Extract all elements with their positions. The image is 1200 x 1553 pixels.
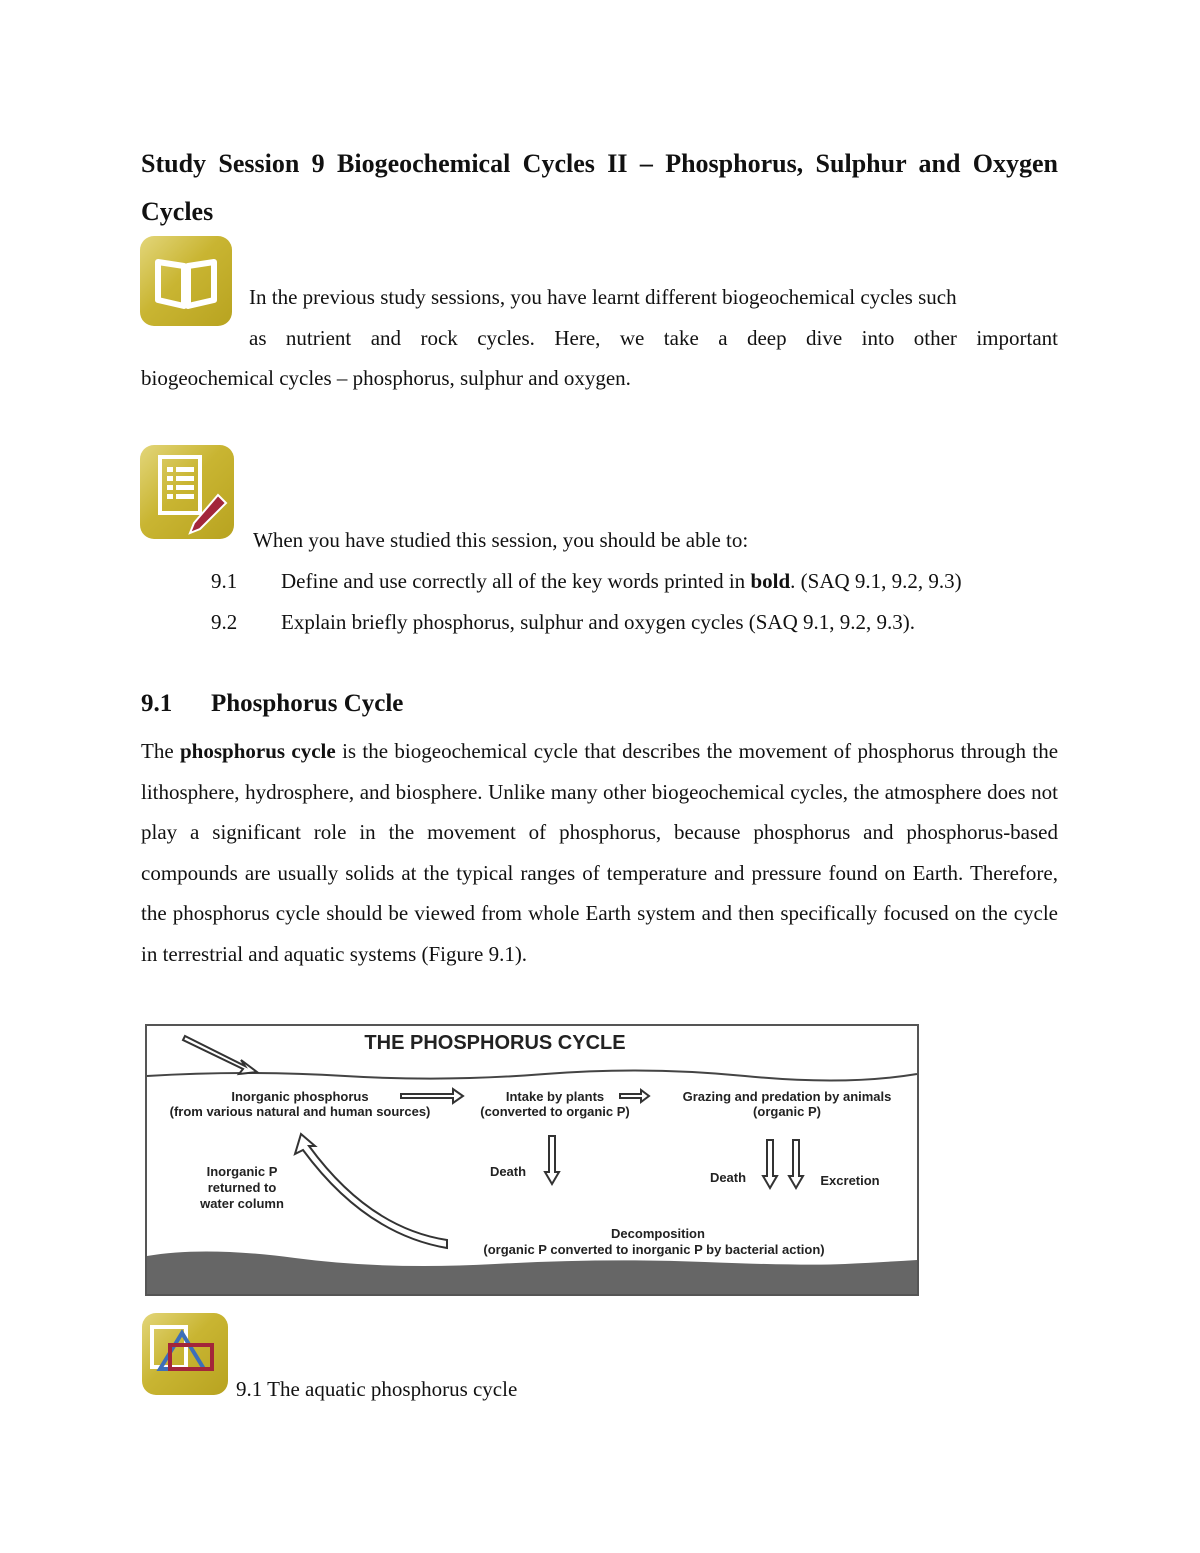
label-decomposition: Decomposition <box>611 1226 705 1241</box>
label-intake-sub: (converted to organic P) <box>480 1104 630 1119</box>
section-title: Phosphorus Cycle <box>211 690 404 717</box>
label-excretion: Excretion <box>820 1173 880 1188</box>
label-death-plants: Death <box>489 1164 527 1179</box>
phosphorus-cycle-figure <box>145 1024 919 1296</box>
paragraph-text: The <box>141 739 180 763</box>
outcome-text: Explain briefly phosphorus, sulphur and oxygen cycles (SAQ 9.1, 9.2, 9.3). <box>281 610 915 634</box>
label-returned: returned to <box>207 1180 277 1195</box>
figure-title: THE PHOSPHORUS CYCLE <box>364 1032 626 1054</box>
outcome-text-end: . (SAQ 9.1, 9.2, 9.3) <box>790 569 962 593</box>
label-inorganic: Inorganic phosphorus <box>231 1089 369 1104</box>
page-title: Study Session 9 Biogeochemical Cycles II – Phosphorus, Sulphur and Oxygen Cycles <box>141 149 1058 226</box>
paragraph-text: is the biogeochemical cycle that describes the movement of phosphorus through the lithosphere, hydrosphere, and biosphere. Unlike many other biogeochemical cycles, the atmosphere does not play a significant role in the movement of phosphorus, because phosphorus and phosphorus-based compounds are usually solids at the typical ranges of temperature and pressure found on Earth. Therefore, the phosphorus cycle should be viewed from whole Earth system and then specifically focused on the cycle in terrestrial and aquatic systems (Figure 9.1). <box>141 739 1059 966</box>
key-term: phosphorus cycle <box>180 739 336 763</box>
figure-icon <box>142 1313 228 1395</box>
outcomes-lead: When you have studied this session, you should be able to: <box>253 528 749 552</box>
outcome-bold: bold <box>750 569 791 593</box>
section-heading <box>141 690 403 718</box>
outcome-number: 9.2 <box>211 610 238 634</box>
label-inorganic-sub: (from various natural and human sources) <box>169 1104 431 1119</box>
intro-line-3: biogeochemical cycles – phosphorus, sulphur and oxygen. <box>141 366 631 390</box>
label-decomposition-sub: (organic P converted to inorganic P by bacterial action) <box>483 1242 825 1257</box>
intro-line-2: as nutrient and rock cycles. Here, we take a deep dive into other important <box>249 326 1058 350</box>
label-intake: Intake by plants <box>505 1089 605 1104</box>
outcome-item <box>211 602 915 643</box>
outcome-text: Define and use correctly all of the key words printed in <box>281 569 751 593</box>
outcome-number: 9.1 <box>211 569 238 593</box>
label-death-animals: Death <box>709 1170 747 1185</box>
label-returned: water column <box>200 1196 284 1211</box>
figure-caption: 9.1 The aquatic phosphorus cycle <box>236 1377 518 1401</box>
label-returned: Inorganic P <box>206 1164 278 1179</box>
learning-outcomes-icon <box>140 445 234 539</box>
book-icon <box>140 236 232 326</box>
label-grazing: Grazing and predation by animals <box>682 1089 892 1104</box>
outcome-item <box>211 561 962 602</box>
section-paragraph <box>141 731 1058 974</box>
section-number: 9.1 <box>141 690 173 717</box>
label-grazing-sub: (organic P) <box>753 1104 821 1119</box>
intro-line-1: In the previous study sessions, you have learnt different biogeochemical cycles such <box>249 285 957 309</box>
